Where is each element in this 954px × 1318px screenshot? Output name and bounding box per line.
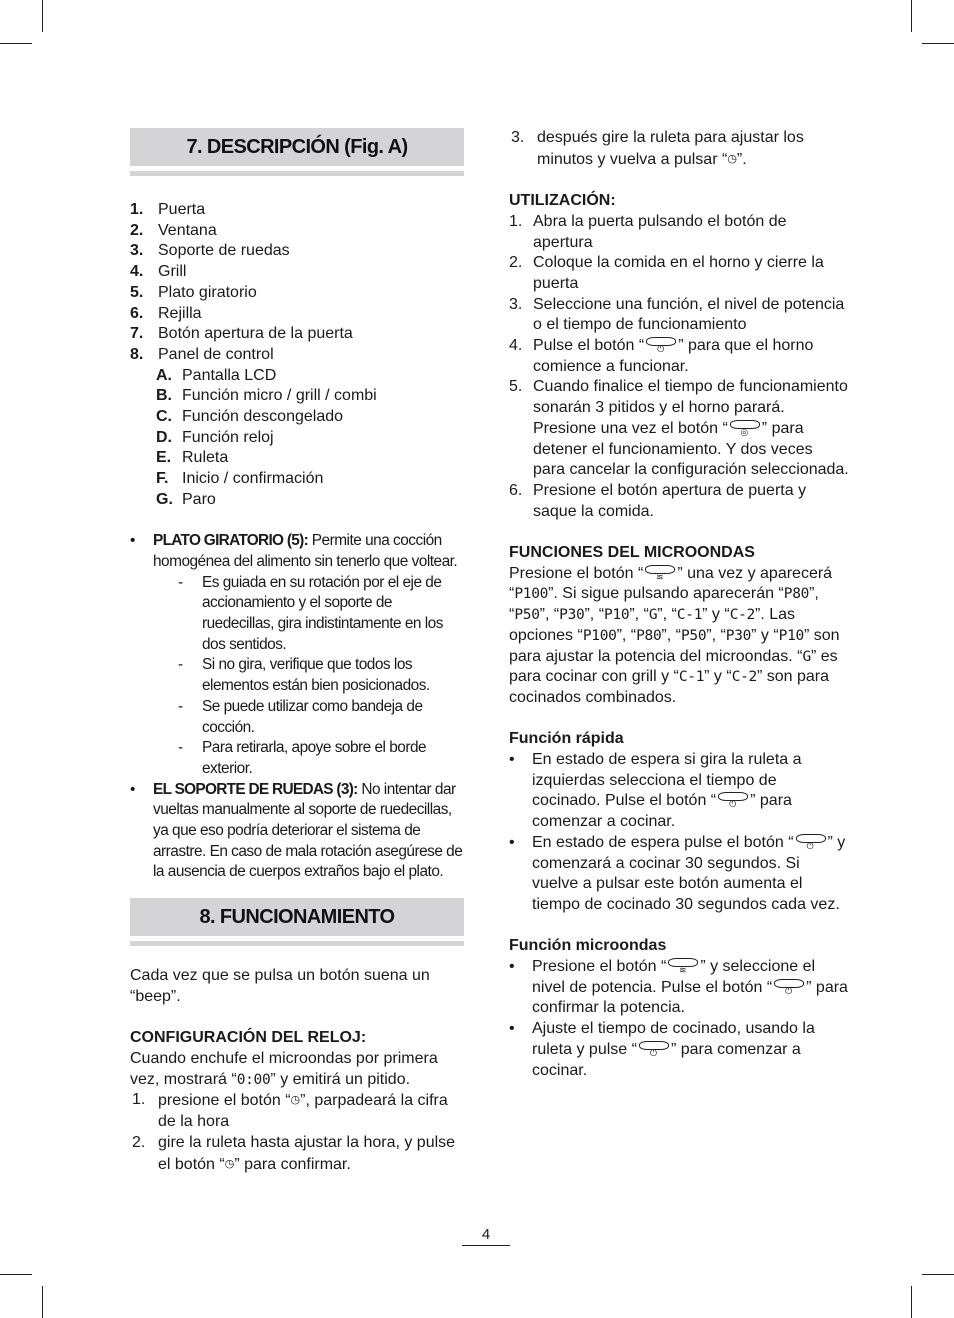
list-item: 1. Puerta [130, 201, 206, 218]
start-button-icon: ⏻ [639, 1041, 669, 1057]
microwave-functions-text: Presione el botón “ ≋ ” una vez y aparecerá “P100”. Si sigue pulsando aparecerán “P80”, “P50”, “P30”, “P10”, “G”, “C-1” y “C-2”. Las opciones “P100”, “P80”, “P50”, “P30” y “P10” son para ajustar la potencia del microondas. “G” es para cocinar con grill y “C-1” y “C-2” son para cocinados combinados. [509, 564, 840, 706]
crop-mark [922, 43, 954, 44]
list-item: 2. Ventana [130, 221, 217, 239]
section-heading-descripcion: 7. DESCRIPCIÓN (Fig. A) [130, 128, 464, 166]
list-item: F. Inicio / confirmación [156, 470, 324, 488]
list-item: 8. Panel de control [130, 345, 274, 363]
crop-mark [42, 1286, 43, 1318]
crop-mark [0, 43, 32, 44]
list-item: 6. Rejilla [130, 304, 202, 322]
list-item: • EL SOPORTE DE RUEDAS (3): No intentar dar vueltas manualmente al soporte de ruedecillas, ya que eso podría deteriorar el sistema de arrastre. En caso de mala rotación asegúrese de la ausencia de cuerpos extraños bajo el plato. [130, 780, 463, 881]
crop-mark [922, 1274, 954, 1275]
clock-intro: Cuando enchufe el microondas por primera vez, mostrará “0:00” y emitirá un pitido. [130, 1049, 438, 1088]
list-item: • En estado de espera pulse el botón “ ⏻ ” y comenzará a cocinar 30 segundos. Si vuelve a pulsar este botón aumenta el tiempo de cocinado 30 segundos cada vez. [509, 833, 846, 913]
list-item: 2. gire la ruleta hasta ajustar la hora, y pulse el botón “◷” para confirmar. [132, 1133, 456, 1173]
list-item: 6. Presione el botón apertura de puerta y saque la comida. [509, 481, 807, 520]
list-item: 4. Pulse el botón “ ⏻ ” para que el horno comience a funcionar. [509, 337, 814, 375]
crop-mark [911, 0, 912, 32]
page-number: 4 [462, 1226, 510, 1246]
left-column [130, 128, 464, 1175]
list-item: E. Ruleta [156, 449, 229, 467]
parts-list [130, 200, 464, 511]
microwave-button-icon: ≋ [645, 565, 675, 581]
lcd-display-value: 0:00 [236, 1071, 271, 1088]
start-button-icon: ⏻ [646, 337, 676, 353]
start-button-icon: ⏻ [774, 979, 804, 995]
list-item: A. Pantalla LCD [156, 366, 277, 384]
list-item: 3. Soporte de ruedas [130, 242, 290, 260]
list-item: 1. presione el botón “◷”, parpadeará la cifra de la hora [132, 1091, 448, 1131]
crop-mark [0, 1274, 32, 1275]
list-item: C. Función descongelado [156, 408, 344, 426]
clock-icon: ◷ [727, 152, 737, 165]
list-item: • En estado de espera si gira la ruleta a izquierdas selecciona el tiempo de cocinado. Pulse el botón “ ⏻ ” para comenzar a cocinar. [509, 751, 802, 831]
crop-mark [911, 1286, 912, 1318]
list-item: 5. Plato giratorio [130, 283, 257, 301]
rapid-function-heading: Función rápida [509, 730, 624, 748]
list-item: • Presione el botón “ ≋ ” y seleccione el nivel de potencia. Pulse el botón “ ⏻ ” para confirmar la potencia. [509, 958, 848, 1017]
notes-list [130, 531, 464, 883]
list-item: • Ajuste el tiempo de cocinado, usando la ruleta y pulse “ ⏻ ” para comenzar a cocinar. [509, 1020, 815, 1079]
list-item: • PLATO GIRATORIO (5): Permite una cocción homogénea del alimento sin tenerlo que voltear. - Es guiada en su rotación por el eje de accionamiento y el soporte de ruedecillas, gira indistintamente en los dos sentidos. - Si no gira, verifique que todos los elementos están bien posicionados. - Se puede utilizar como bandeja de cocción. - Para retirarla, apoye sobre el borde exterior. [130, 532, 458, 777]
section-heading-funcionamiento: 8. FUNCIONAMIENTO [130, 898, 464, 936]
list-item: G. Paro [156, 490, 216, 508]
microwave-function-heading: Función microondas [509, 937, 667, 955]
list-item: 5. Cuando finalice el tiempo de funcionamiento sonarán 3 pitidos y el horno parará. Presione una vez el botón “ ◎ ” para detener el funcionamiento. Y dos veces para cancelar la configuración seleccionada. [509, 378, 849, 479]
crop-mark [42, 0, 43, 32]
clock-config-heading: CONFIGURACIÓN DEL RELOJ: [130, 1029, 367, 1047]
start-button-icon: ⏻ [796, 834, 826, 850]
list-item: 1. Abra la puerta pulsando el botón de apertura [509, 212, 787, 251]
list-item: 4. Grill [130, 263, 187, 281]
list-item: D. Función reloj [156, 428, 274, 446]
list-item: 3. Seleccione una función, el nivel de potencia o el tiempo de funcionamiento [509, 295, 845, 334]
list-item: 2. Coloque la comida en el horno y cierre la puerta [509, 254, 824, 292]
microwave-button-icon: ≋ [668, 958, 698, 974]
clock-icon: ◷ [290, 1094, 301, 1107]
start-button-icon: ⏻ [718, 792, 748, 808]
microwave-functions-heading: FUNCIONES DEL MICROONDAS [509, 544, 755, 562]
list-item: 7. Botón apertura de la puerta [130, 325, 353, 343]
use-heading: UTILIZACIÓN: [509, 192, 616, 210]
list-item: 3. después gire la ruleta para ajustar los minutos y vuelva a pulsar “◷”. [511, 129, 804, 168]
list-item: B. Función micro / grill / combi [156, 387, 377, 405]
stop-button-icon: ◎ [730, 420, 760, 436]
right-column [509, 128, 849, 1081]
beep-note: Cada vez que se pulsa un botón suena un “beep”. [130, 967, 430, 1005]
clock-icon: ◷ [224, 1157, 235, 1170]
